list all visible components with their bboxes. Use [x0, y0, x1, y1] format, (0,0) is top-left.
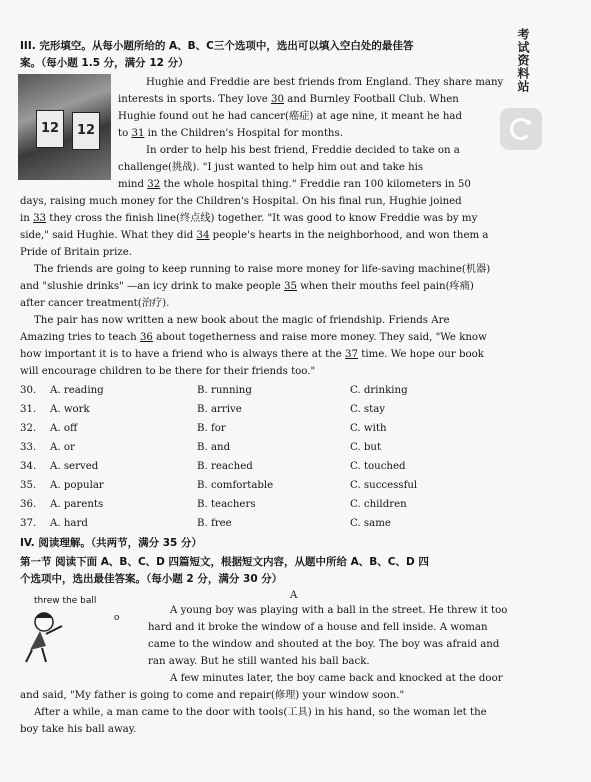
passage-line: Hughie found out he had cancer(癌症) at age nine, it meant he had [118, 111, 462, 122]
passage-a-line: ran away. But he still wanted his ball back. [148, 656, 370, 667]
option-c[interactable]: C. drinking [350, 385, 408, 396]
passage-line: mind 32 the whole hospital thing." Freddie ran 100 kilometers in 50 [118, 179, 471, 190]
section-4-part1-cont: 个选项中，选出最佳答案。（每小题 2 分，满分 30 分） [20, 573, 283, 585]
section-3-heading-cont: 案。（每小题 1.5 分，满分 12 分） [20, 57, 189, 69]
boys-photo [18, 74, 111, 180]
passage-line: will encourage children to be there for their friends too." [20, 366, 316, 377]
passage-a-line: A few minutes later, the boy came back and knocked at the door [170, 673, 503, 684]
option-c[interactable]: C. successful [350, 480, 418, 491]
question-number: 33. [20, 442, 37, 453]
option-a[interactable]: A. popular [50, 480, 104, 491]
passage-line: In order to help his best friend, Freddie decided to take on a [146, 145, 460, 156]
ball-icon: o [114, 613, 120, 623]
blank-35: 35 [284, 281, 297, 292]
passage-line: Amazing tries to teach 36 about togetherness and raise more money. They said, "We know [20, 332, 487, 343]
option-b[interactable]: B. for [197, 423, 226, 434]
question-number: 34. [20, 461, 37, 472]
passage-letter: A [290, 590, 298, 601]
option-a[interactable]: A. reading [50, 385, 104, 396]
option-b[interactable]: B. running [197, 385, 252, 396]
question-number: 30. [20, 385, 37, 396]
question-number: 31. [20, 404, 37, 415]
option-b[interactable]: B. and [197, 442, 231, 453]
option-a[interactable]: A. hard [50, 518, 88, 529]
jersey-left: 12 [36, 110, 64, 148]
section-4-part1: 第一节 阅读下面 A、B、C、D 四篇短文，根据短文内容，从题中所给 A、B、C、D 四 [20, 556, 429, 568]
boy-throwing-ball-illustration [18, 606, 88, 666]
passage-line: days, raising much money for the Children's Hospital. On his final run, Hughie joined [20, 196, 462, 207]
section-4-heading: IV. 阅读理解。（共两节，满分 35 分） [20, 537, 202, 549]
option-a[interactable]: A. served [50, 461, 99, 472]
option-c[interactable]: C. children [350, 499, 407, 510]
blank-34: 34 [196, 230, 210, 241]
option-b[interactable]: B. reached [197, 461, 253, 472]
option-a[interactable]: A. off [50, 423, 78, 434]
illustration-caption: threw the ball [34, 596, 97, 606]
passage-a-line: A young boy was playing with a ball in the street. He threw it too [170, 605, 508, 616]
passage-line: challenge(挑战). "I just wanted to help him out and take his [118, 162, 424, 173]
option-b[interactable]: B. arrive [197, 404, 242, 415]
option-c[interactable]: C. but [350, 442, 382, 453]
option-b[interactable]: B. comfortable [197, 480, 274, 491]
passage-line: and "slushie drinks" —an icy drink to make people 35 when their mouths feel pain(疼痛) [20, 281, 474, 292]
option-c[interactable]: C. stay [350, 404, 386, 415]
camera-floating-button[interactable] [500, 108, 542, 150]
passage-line: interests in sports. They love 30 and Burnley Football Club. When [118, 94, 459, 105]
passage-a-line: hard and it broke the window of a house and fell inside. A woman [148, 622, 488, 633]
passage-line: Pride of Britain prize. [20, 247, 133, 258]
blank-36: 36 [139, 332, 153, 343]
question-number: 37. [20, 518, 37, 529]
option-b[interactable]: B. free [197, 518, 232, 529]
blank-37: 37 [345, 349, 358, 360]
question-number: 35. [20, 480, 37, 491]
passage-line: how important it is to have a friend who is always there at the 37 time. We hope our book [20, 349, 484, 360]
jersey-right: 12 [72, 112, 100, 150]
passage-line: to 31 in the Children's Hospital for months. [118, 128, 343, 139]
option-b[interactable]: B. teachers [197, 499, 256, 510]
passage-line: The friends are going to keep running to raise more money for life-saving machine(机器) [34, 264, 491, 275]
passage-line: The pair has now written a new book about the magic of friendship. Friends Are [34, 315, 450, 326]
option-a[interactable]: A. work [50, 404, 90, 415]
blank-33: 33 [33, 213, 47, 224]
section-3-heading: III. 完形填空。从每小题所给的 A、B、C三个选项中，选出可以填入空白处的最佳答 [20, 40, 414, 52]
side-watermark: 考试资料站 [516, 28, 530, 93]
passage-a-line: and said, "My father is going to come and repair(修理) your window soon." [20, 690, 405, 701]
passage-line: Hughie and Freddie are best friends from England. They share many [146, 77, 504, 88]
camera-dot-icon [526, 120, 531, 125]
option-a[interactable]: A. or [50, 442, 75, 453]
blank-32: 32 [147, 179, 161, 190]
passage-a-line: boy take his ball away. [20, 724, 137, 735]
passage-line: in 33 they cross the finish line(终点线) together. "It was good to know Freddie was by my [20, 213, 478, 224]
blank-30: 30 [271, 94, 285, 105]
passage-line: side," said Hughie. What they did 34 people's hearts in the neighborhood, and won them a [20, 230, 489, 241]
option-c[interactable]: C. with [350, 423, 387, 434]
passage-a-line: came to the window and shouted at the boy. The boy was afraid and [148, 639, 500, 650]
question-number: 36. [20, 499, 37, 510]
passage-line: after cancer treatment(治疗). [20, 298, 170, 309]
option-c[interactable]: C. touched [350, 461, 406, 472]
passage-a-line: After a while, a man came to the door with tools(工具) in his hand, so the woman let the [34, 707, 487, 718]
question-number: 32. [20, 423, 37, 434]
blank-31: 31 [131, 128, 145, 139]
option-c[interactable]: C. same [350, 518, 391, 529]
option-a[interactable]: A. parents [50, 499, 104, 510]
